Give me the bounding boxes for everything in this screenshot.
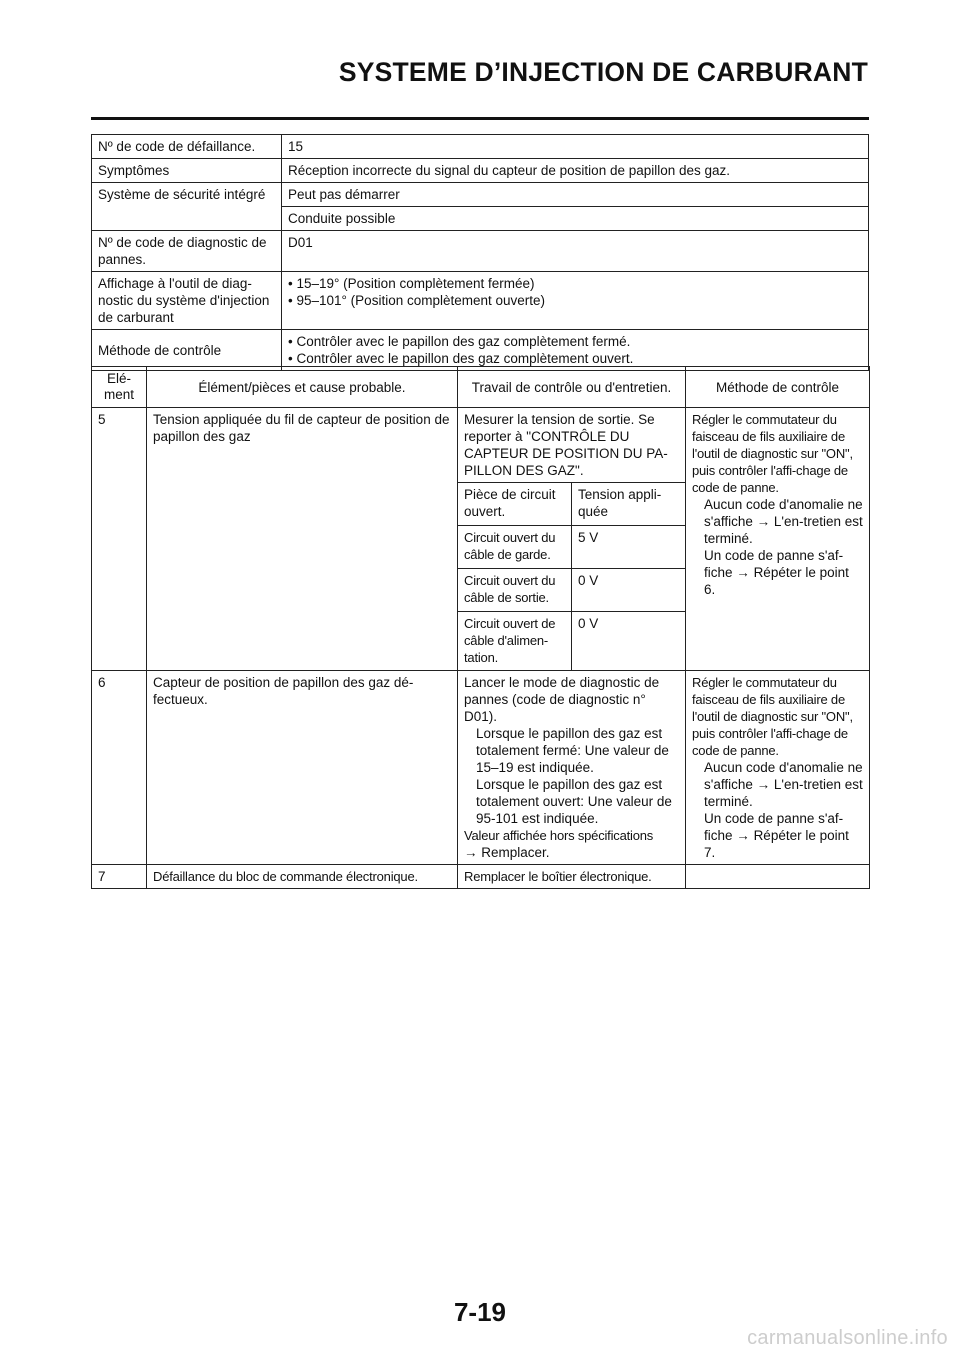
method-ok-text: Aucun code d'anomalie ne s'affiche <box>704 497 863 529</box>
code-label: Nº de code de défaillance. <box>92 135 282 159</box>
subtable-part: Circuit ouvert du câble de garde. <box>458 526 572 569</box>
row-work <box>458 671 686 865</box>
subtable-voltage: 0 V <box>572 612 686 671</box>
header-item: Elé-ment <box>92 367 147 408</box>
subtable-part: Circuit ouvert du câble de sortie. <box>458 569 572 612</box>
code-value: 15 <box>282 135 869 159</box>
work-open: Lorsque le papillon des gaz est totalement ouvert: Une valeur de 95-101 est indiquée. <box>476 777 672 826</box>
method-fault-action: Répéter le point 6. <box>704 565 849 597</box>
arrow-right-icon: → <box>736 828 750 843</box>
header-method: Méthode de contrôle <box>686 367 870 408</box>
table-row <box>92 671 870 865</box>
method-result-fault <box>692 810 863 861</box>
row-method <box>686 671 870 865</box>
failsafe-label: Système de sécurité intégré <box>92 183 282 231</box>
method-ok-text: Aucun code d'anomalie ne s'affiche <box>704 760 863 792</box>
list-item: • Contrôler avec le papillon des gaz complètement fermé. <box>288 333 862 350</box>
method-intro: Régler le commutateur du faisceau de fils auxiliaire de l'outil de diagnostic sur "ON", puis contrôler l'affi-chage de code de panne. <box>692 675 853 758</box>
row-cause: Tension appliquée du fil de capteur de position de papillon des gaz <box>147 408 458 671</box>
method-fault-text: Un code de panne s'af-fiche <box>704 811 844 843</box>
list-item: • Contrôler avec le papillon des gaz complètement ouvert. <box>288 350 862 367</box>
symptoms-label: Symptômes <box>92 159 282 183</box>
row-cause: Défaillance du bloc de commande électronique. <box>147 865 458 889</box>
table-row <box>92 865 870 889</box>
row-work: Remplacer le boîtier électronique. <box>458 865 686 889</box>
subtable-header-part: Pièce de circuit ouvert. <box>458 483 572 526</box>
table-row <box>458 569 685 612</box>
diag-code-value: D01 <box>282 231 869 272</box>
method-result-ok <box>692 759 863 810</box>
table-row <box>92 272 869 330</box>
subtable-voltage: 5 V <box>572 526 686 569</box>
method-ok-action: L'en-tretien est terminé. <box>704 514 863 546</box>
table-row <box>458 483 685 526</box>
row-method <box>686 865 870 889</box>
subtable-part: Circuit ouvert de câble d'alimen-tation. <box>458 612 572 671</box>
method-intro: Régler le commutateur du faisceau de fils auxiliaire de l'outil de diagnostic sur "ON", puis contrôler l'affi-chage de code de panne. <box>692 412 853 495</box>
method-result-ok <box>692 496 863 547</box>
row-number: 7 <box>92 865 147 889</box>
watermark-text: carmanualsonline.info <box>747 1327 948 1349</box>
info-table <box>91 134 869 371</box>
header-rule <box>91 117 869 120</box>
method-ok-action: L'en-tretien est terminé. <box>704 777 863 809</box>
method-fault-text: Un code de panne s'af-fiche <box>704 548 844 580</box>
row-number: 6 <box>92 671 147 865</box>
subtable-header-voltage: Tension appli-quée <box>572 483 686 526</box>
table-row <box>458 612 685 671</box>
display-label: Affichage à l'outil de diag-nostic du système d'injection de carburant <box>92 272 282 330</box>
arrow-right-icon: → <box>756 514 771 529</box>
work-replace <box>464 844 679 861</box>
work-closed: Lorsque le papillon des gaz est totalement fermé: Une valeur de 15–19 est indiquée. <box>476 726 669 775</box>
display-values <box>282 272 869 330</box>
work-intro: Mesurer la tension de sortie. Se reporter à "CONTRÔLE DU CAPTEUR DE POSITION DU PA-PILLON DES GAZ". <box>464 412 668 478</box>
failsafe-value-1: Peut pas démarrer <box>282 183 869 207</box>
table-row <box>92 159 869 183</box>
table-row <box>92 135 869 159</box>
method-label: Méthode de contrôle <box>92 330 282 371</box>
diagnostic-table <box>91 366 870 889</box>
diag-code-label: Nº de code de diagnostic de pannes. <box>92 231 282 272</box>
symptoms-value: Réception incorrecte du signal du capteur de position de papillon des gaz. <box>282 159 869 183</box>
row-number: 5 <box>92 408 147 671</box>
table-row <box>92 408 870 671</box>
voltage-subtable <box>458 482 685 670</box>
work-replace-text: Remplacer. <box>481 845 550 860</box>
work-out-of-spec: Valeur affichée hors spécifications <box>464 828 654 843</box>
work-intro: Lancer le mode de diagnostic de pannes (code de diagnostic n° D01). <box>464 675 660 724</box>
table-row <box>458 526 685 569</box>
arrow-right-icon: → <box>756 777 771 792</box>
row-cause: Capteur de position de papillon des gaz dé-fectueux. <box>147 671 458 865</box>
table-row <box>92 231 869 272</box>
header-work: Travail de contrôle ou d'entretien. <box>458 367 686 408</box>
arrow-right-icon: → <box>736 565 750 580</box>
table-header-row <box>92 367 870 408</box>
list-item: • 95–101° (Position complètement ouverte) <box>288 292 862 309</box>
arrow-right-icon: → <box>464 845 478 860</box>
method-values <box>282 330 869 371</box>
subtable-voltage: 0 V <box>572 569 686 612</box>
header-cause: Élément/pièces et cause probable. <box>147 367 458 408</box>
failsafe-value-2: Conduite possible <box>282 207 869 231</box>
table-row <box>92 330 869 371</box>
method-fault-action: Répéter le point 7. <box>704 828 849 860</box>
page-number: 7-19 <box>453 1297 507 1327</box>
row-work <box>458 408 686 671</box>
table-row <box>92 183 869 207</box>
method-result-fault <box>692 547 863 598</box>
page-title: SYSTEME D’INJECTION DE CARBURANT <box>338 57 868 87</box>
row-method <box>686 408 870 671</box>
list-item: • 15–19° (Position complètement fermée) <box>288 275 862 292</box>
